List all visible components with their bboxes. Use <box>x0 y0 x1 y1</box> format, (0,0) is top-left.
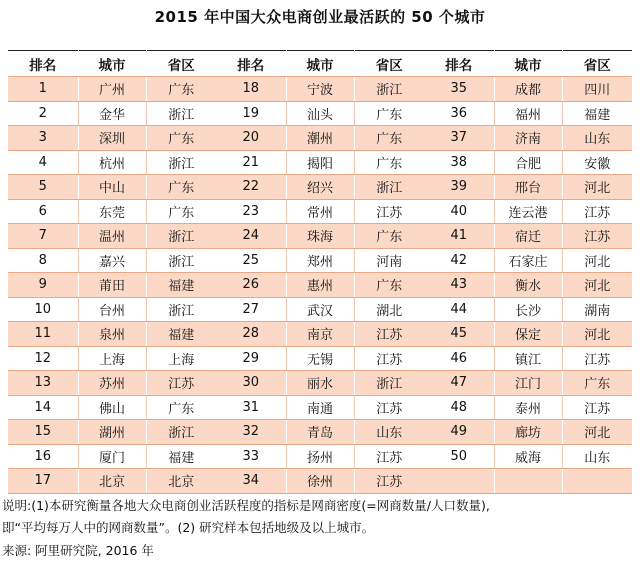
city-cell: 广州 <box>78 77 146 102</box>
province-cell: 河北 <box>562 322 632 347</box>
city-cell: 南通 <box>286 395 354 420</box>
city-cell: 汕头 <box>286 101 354 126</box>
table-row <box>8 469 632 494</box>
city-cell: 徐州 <box>286 469 354 494</box>
city-cell: 武汉 <box>286 297 354 322</box>
province-cell: 浙江 <box>146 420 216 445</box>
city-cell: 南京 <box>286 322 354 347</box>
province-cell: 山东 <box>354 420 424 445</box>
table-row <box>8 224 632 249</box>
province-cell: 浙江 <box>146 248 216 273</box>
city-cell: 珠海 <box>286 224 354 249</box>
province-cell: 福建 <box>146 322 216 347</box>
table-row <box>8 395 632 420</box>
city-cell: 惠州 <box>286 273 354 298</box>
city-cell: 宿迁 <box>494 224 562 249</box>
table-row <box>8 199 632 224</box>
rank-cell: 22 <box>216 175 286 200</box>
rank-cell: 18 <box>216 77 286 102</box>
table-row <box>8 371 632 396</box>
province-cell: 江苏 <box>354 199 424 224</box>
province-cell: 浙江 <box>146 101 216 126</box>
city-cell: 江门 <box>494 371 562 396</box>
page-title: 2015 年中国大众电商创业最活跃的 50 个城市 <box>154 8 486 26</box>
rank-cell: 16 <box>8 444 78 469</box>
city-cell: 长沙 <box>494 297 562 322</box>
rank-cell: 21 <box>216 150 286 175</box>
table-body <box>8 77 632 494</box>
province-cell: 广东 <box>562 371 632 396</box>
city-cell: 合肥 <box>494 150 562 175</box>
province-cell: 浙江 <box>354 77 424 102</box>
rank-cell: 27 <box>216 297 286 322</box>
city-cell: 东莞 <box>78 199 146 224</box>
table-row <box>8 101 632 126</box>
province-cell: 河北 <box>562 248 632 273</box>
rank-cell: 35 <box>424 77 494 102</box>
table-row <box>8 297 632 322</box>
city-cell: 台州 <box>78 297 146 322</box>
city-cell <box>494 469 562 494</box>
table-row <box>8 77 632 102</box>
province-cell: 江苏 <box>354 346 424 371</box>
rank-cell: 9 <box>8 273 78 298</box>
province-cell: 广东 <box>146 77 216 102</box>
rank-cell: 15 <box>8 420 78 445</box>
rank-cell: 3 <box>8 126 78 151</box>
city-cell: 湖州 <box>78 420 146 445</box>
rank-cell: 1 <box>8 77 78 102</box>
column-header: 省区 <box>146 51 216 77</box>
rank-cell: 11 <box>8 322 78 347</box>
note-line-1: 说明:(1)本研究衡量各地大众电商创业活跃程度的指标是网商密度(=网商数量/人口数量), <box>2 498 490 513</box>
column-header: 排名 <box>8 51 78 77</box>
table-row <box>8 346 632 371</box>
city-cell: 中山 <box>78 175 146 200</box>
city-cell: 常州 <box>286 199 354 224</box>
province-cell: 福建 <box>562 101 632 126</box>
rank-cell: 25 <box>216 248 286 273</box>
table-row <box>8 126 632 151</box>
rank-cell <box>424 469 494 494</box>
rank-cell: 17 <box>8 469 78 494</box>
province-cell: 河北 <box>562 420 632 445</box>
province-cell: 浙江 <box>146 297 216 322</box>
table-row <box>8 420 632 445</box>
city-cell: 莆田 <box>78 273 146 298</box>
province-cell: 江苏 <box>562 346 632 371</box>
city-cell: 保定 <box>494 322 562 347</box>
column-header: 城市 <box>78 51 146 77</box>
city-cell: 金华 <box>78 101 146 126</box>
table-row <box>8 175 632 200</box>
rank-cell: 34 <box>216 469 286 494</box>
province-cell: 江苏 <box>562 199 632 224</box>
city-cell: 威海 <box>494 444 562 469</box>
rank-cell: 37 <box>424 126 494 151</box>
rank-cell: 7 <box>8 224 78 249</box>
rank-cell: 38 <box>424 150 494 175</box>
province-cell: 广东 <box>146 199 216 224</box>
rank-cell: 23 <box>216 199 286 224</box>
province-cell: 浙江 <box>146 224 216 249</box>
rank-cell: 41 <box>424 224 494 249</box>
province-cell: 广东 <box>354 224 424 249</box>
column-header: 城市 <box>286 51 354 77</box>
province-cell: 江苏 <box>562 224 632 249</box>
city-cell: 廊坊 <box>494 420 562 445</box>
province-cell: 湖南 <box>562 297 632 322</box>
city-cell: 宁波 <box>286 77 354 102</box>
province-cell: 福建 <box>146 444 216 469</box>
province-cell: 广东 <box>354 101 424 126</box>
city-cell: 嘉兴 <box>78 248 146 273</box>
rank-cell: 36 <box>424 101 494 126</box>
rank-cell: 13 <box>8 371 78 396</box>
province-cell: 山东 <box>562 126 632 151</box>
province-cell: 江苏 <box>354 322 424 347</box>
province-cell: 浙江 <box>146 150 216 175</box>
rank-cell: 46 <box>424 346 494 371</box>
source-note: 来源: 阿里研究院, 2016 年 <box>2 543 154 558</box>
rank-cell: 20 <box>216 126 286 151</box>
rank-cell: 2 <box>8 101 78 126</box>
province-cell: 江苏 <box>354 395 424 420</box>
province-cell: 广东 <box>354 150 424 175</box>
province-cell: 浙江 <box>354 175 424 200</box>
city-cell: 上海 <box>78 346 146 371</box>
province-cell: 浙江 <box>354 371 424 396</box>
city-cell: 扬州 <box>286 444 354 469</box>
rank-cell: 6 <box>8 199 78 224</box>
table-row <box>8 248 632 273</box>
province-cell: 江苏 <box>146 371 216 396</box>
city-cell: 成都 <box>494 77 562 102</box>
rank-cell: 30 <box>216 371 286 396</box>
city-cell: 丽水 <box>286 371 354 396</box>
city-cell: 潮州 <box>286 126 354 151</box>
province-cell: 广东 <box>354 126 424 151</box>
rank-cell: 26 <box>216 273 286 298</box>
rank-cell: 5 <box>8 175 78 200</box>
city-cell: 绍兴 <box>286 175 354 200</box>
province-cell: 福建 <box>146 273 216 298</box>
rank-cell: 31 <box>216 395 286 420</box>
rank-cell: 47 <box>424 371 494 396</box>
city-cell: 镇江 <box>494 346 562 371</box>
city-cell: 厦门 <box>78 444 146 469</box>
rank-cell: 49 <box>424 420 494 445</box>
province-cell: 广东 <box>146 395 216 420</box>
rank-cell: 39 <box>424 175 494 200</box>
rank-cell: 8 <box>8 248 78 273</box>
city-cell: 连云港 <box>494 199 562 224</box>
table-row <box>8 150 632 175</box>
province-cell: 湖北 <box>354 297 424 322</box>
city-cell: 泰州 <box>494 395 562 420</box>
province-cell: 北京 <box>146 469 216 494</box>
rank-cell: 45 <box>424 322 494 347</box>
city-cell: 苏州 <box>78 371 146 396</box>
province-cell: 上海 <box>146 346 216 371</box>
province-cell: 江苏 <box>354 444 424 469</box>
column-header: 城市 <box>494 51 562 77</box>
rank-cell: 10 <box>8 297 78 322</box>
city-cell: 杭州 <box>78 150 146 175</box>
rank-cell: 48 <box>424 395 494 420</box>
rank-cell: 43 <box>424 273 494 298</box>
table-row <box>8 444 632 469</box>
rank-cell: 24 <box>216 224 286 249</box>
city-ranking-table <box>8 50 632 494</box>
note-line-2: 即“平均每万人中的网商数量”。(2) 研究样本包括地级及以上城市。 <box>2 520 375 535</box>
rank-cell: 33 <box>216 444 286 469</box>
city-cell: 衡水 <box>494 273 562 298</box>
rank-cell: 44 <box>424 297 494 322</box>
city-cell: 济南 <box>494 126 562 151</box>
city-cell: 石家庄 <box>494 248 562 273</box>
city-cell: 无锡 <box>286 346 354 371</box>
rank-cell: 4 <box>8 150 78 175</box>
province-cell <box>562 469 632 494</box>
rank-cell: 28 <box>216 322 286 347</box>
table-header-row <box>8 51 632 77</box>
province-cell: 安徽 <box>562 150 632 175</box>
city-cell: 邢台 <box>494 175 562 200</box>
rank-cell: 14 <box>8 395 78 420</box>
column-header: 排名 <box>424 51 494 77</box>
province-cell: 江苏 <box>354 469 424 494</box>
city-cell: 温州 <box>78 224 146 249</box>
city-cell: 郑州 <box>286 248 354 273</box>
column-header: 排名 <box>216 51 286 77</box>
city-cell: 泉州 <box>78 322 146 347</box>
province-cell: 河北 <box>562 273 632 298</box>
table-row <box>8 322 632 347</box>
province-cell: 四川 <box>562 77 632 102</box>
city-cell: 福州 <box>494 101 562 126</box>
rank-cell: 12 <box>8 346 78 371</box>
rank-cell: 42 <box>424 248 494 273</box>
rank-cell: 50 <box>424 444 494 469</box>
rank-cell: 19 <box>216 101 286 126</box>
city-cell: 深圳 <box>78 126 146 151</box>
city-cell: 佛山 <box>78 395 146 420</box>
column-header: 省区 <box>354 51 424 77</box>
city-cell: 揭阳 <box>286 150 354 175</box>
city-cell: 北京 <box>78 469 146 494</box>
province-cell: 广东 <box>146 126 216 151</box>
province-cell: 山东 <box>562 444 632 469</box>
province-cell: 江苏 <box>562 395 632 420</box>
province-cell: 广东 <box>354 273 424 298</box>
province-cell: 河南 <box>354 248 424 273</box>
rank-cell: 29 <box>216 346 286 371</box>
column-header: 省区 <box>562 51 632 77</box>
province-cell: 河北 <box>562 175 632 200</box>
table-row <box>8 273 632 298</box>
city-cell: 青岛 <box>286 420 354 445</box>
rank-cell: 40 <box>424 199 494 224</box>
province-cell: 广东 <box>146 175 216 200</box>
rank-cell: 32 <box>216 420 286 445</box>
